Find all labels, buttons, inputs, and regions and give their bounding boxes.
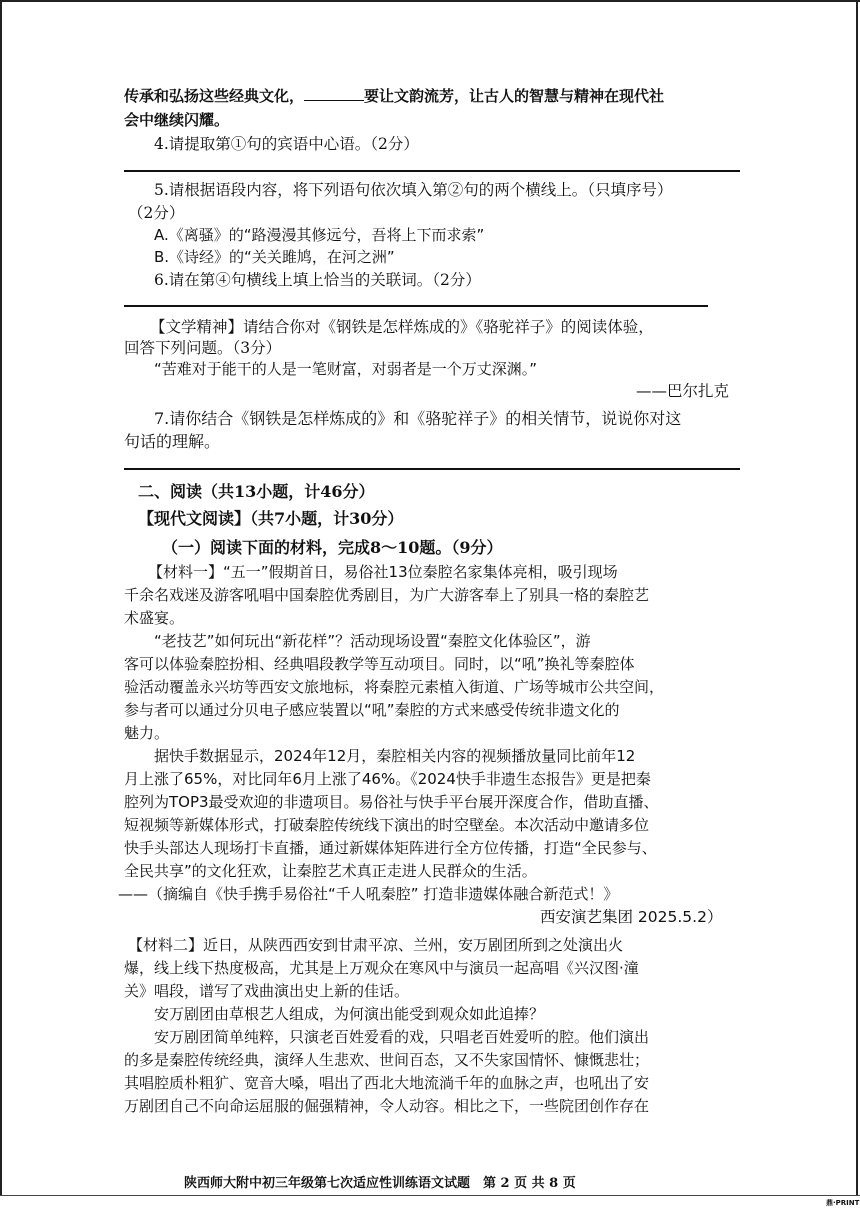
material-2-line: 万剧团自己不向命运屈服的倔强精神，令人动容。相比之下，一些院团创作存在 — [124, 1097, 650, 1115]
material-1-line: 参与者可以通过分贝电子感应装置以“吼”秦腔的方式来感受传统非遗文化的 — [124, 701, 620, 719]
material-1-source-date: 西安演艺集团 2025.5.2） — [540, 908, 723, 926]
question-7-line2: 句话的理解。 — [124, 432, 221, 451]
answer-line-q6 — [124, 305, 708, 307]
material-1-line: 腔列为TOP3最受欢迎的非遗项目。易俗社与快手平台展开深度合作，借助直播、 — [124, 793, 659, 811]
question-7-line1: 7.请你结合《钢铁是怎样炼成的》和《骆驼祥子》的相关情节，说说你对这 — [154, 409, 682, 428]
answer-line-q7 — [124, 468, 740, 470]
question-6: 6.请在第④句横线上填上恰当的关联词。（2分） — [154, 271, 481, 289]
section-two-heading: 二、阅读（共13小题，计46分） — [138, 482, 375, 501]
answer-line-q4 — [124, 170, 740, 172]
question-4: 4.请提取第①句的宾语中心语。（2分） — [154, 135, 419, 153]
material-2-line: 的多是秦腔传统经典，演绎人生悲欢、世间百态，又不失家国情怀、慷慨悲壮； — [124, 1051, 650, 1069]
material-1-line: 术盛宴。 — [124, 609, 185, 627]
material-1-source: ——（摘编自《快手携手易俗社“千人吼秦腔” 打造非遗媒体融合新范式！》 — [118, 885, 619, 903]
part-one-heading: （一）阅读下面的材料，完成8～10题。（9分） — [162, 538, 503, 557]
material-1-line: 短视频等新媒体形式，打破秦腔传统线下演出的时空壁垒。本次活动中邀请多位 — [124, 816, 650, 834]
material-2-line: 安万剧团由草根艺人组成，为何演出能受到观众如此追捧？ — [154, 1005, 545, 1023]
material-2-line: 【材料二】近日，从陕西西安到甘肃平凉、兰州，安万剧团所到之处演出火 — [128, 936, 624, 954]
page-border-bottom — [0, 1195, 860, 1196]
material-1-line: 【材料一】“五一”假期首日，易俗社13位秦腔名家集体亮相，吸引现场 — [148, 563, 618, 581]
fill-blank — [304, 86, 364, 101]
quote-author: ——巴尔扎克 — [636, 382, 730, 400]
page-footer: 陕西师大附中初三年级第七次适应性训练语文试题 第 2 页 共 8 页 — [184, 1176, 576, 1191]
material-2-line: 安万剧团简单纯粹，只演老百姓爱看的戏，只唱老百姓爱听的腔。他们演出 — [154, 1028, 650, 1046]
material-1-line: 据快手数据显示，2024年12月，秦腔相关内容的视频播放量同比前年12 — [154, 747, 636, 765]
material-2-line: 其唱腔质朴粗犷、宽音大嗓，唱出了西北大地流淌千年的血脉之声，也吼出了安 — [124, 1074, 650, 1092]
question-5-line1: 5.请根据语段内容，将下列语句依次填入第②句的两个横线上。（只填序号） — [154, 181, 673, 199]
material-1-line: 快手头部达人现场打卡直播，通过新媒体矩阵进行全方位传播，打造“全民参与、 — [124, 839, 657, 857]
scanner-brand-logo: 鼎·PRINT — [826, 1199, 860, 1207]
material-1-line: 魅力。 — [124, 724, 170, 742]
option-b: B.《诗经》的“关关雎鸠，在河之洲” — [154, 248, 395, 266]
option-a: A.《离骚》的“路漫漫其修远兮，吾将上下而求索” — [154, 226, 485, 244]
top-text-part-b: 要让文韵流芳，让古人的智慧与精神在现代社 — [364, 87, 665, 105]
question-5-line2: （2分） — [128, 204, 185, 222]
material-2-line: 爆，线上线下热度极高，尤其是上万观众在寒风中与演员一起高唱《兴汉图·潼 — [124, 959, 639, 977]
page-border-top — [0, 0, 860, 2]
top-text-part-a: 传承和弘扬这些经典文化， — [124, 87, 305, 105]
material-1-line: 验活动覆盖永兴坊等西安文旅地标，将秦腔元素植入街道、广场等城市公共空间， — [124, 678, 665, 696]
modern-reading-heading: 【现代文阅读】（共7小题，计30分） — [138, 509, 404, 528]
literature-intro-line2: 回答下列问题。（3分） — [124, 339, 282, 357]
top-text-line1 — [124, 86, 664, 106]
material-1-line: 客可以体验秦腔扮相、经典唱段教学等互动项目。同时，以“吼”换礼等秦腔体 — [124, 655, 635, 673]
material-1-line: 千余名戏迷及游客吼唱中国秦腔优秀剧目，为广大游客奉上了别具一格的秦腔艺 — [124, 586, 650, 604]
top-text-line2: 会中继续闪耀。 — [124, 111, 230, 129]
material-1-line: 全民共享”的文化狂欢，让秦腔艺术真正走进人民群众的生活。 — [124, 862, 537, 880]
material-2-line: 关》唱段，谱写了戏曲演出史上新的佳话。 — [124, 982, 410, 1000]
literature-intro-line1: 【文学精神】请结合你对《钢铁是怎样炼成的》《骆驼祥子》的阅读体验， — [150, 318, 654, 336]
material-1-line: “老技艺”如何玩出“新花样”？活动现场设置“秦腔文化体验区”，游 — [154, 632, 591, 650]
balzac-quote: “苦难对于能干的人是一笔财富，对弱者是一个万丈深渊。” — [154, 360, 538, 378]
page-border-left — [0, 0, 2, 1195]
page-border-right — [856, 0, 858, 1195]
material-1-line: 月上涨了65%，对比同年6月上涨了46%。《2024快手非遗生态报告》更是把秦 — [124, 770, 651, 788]
